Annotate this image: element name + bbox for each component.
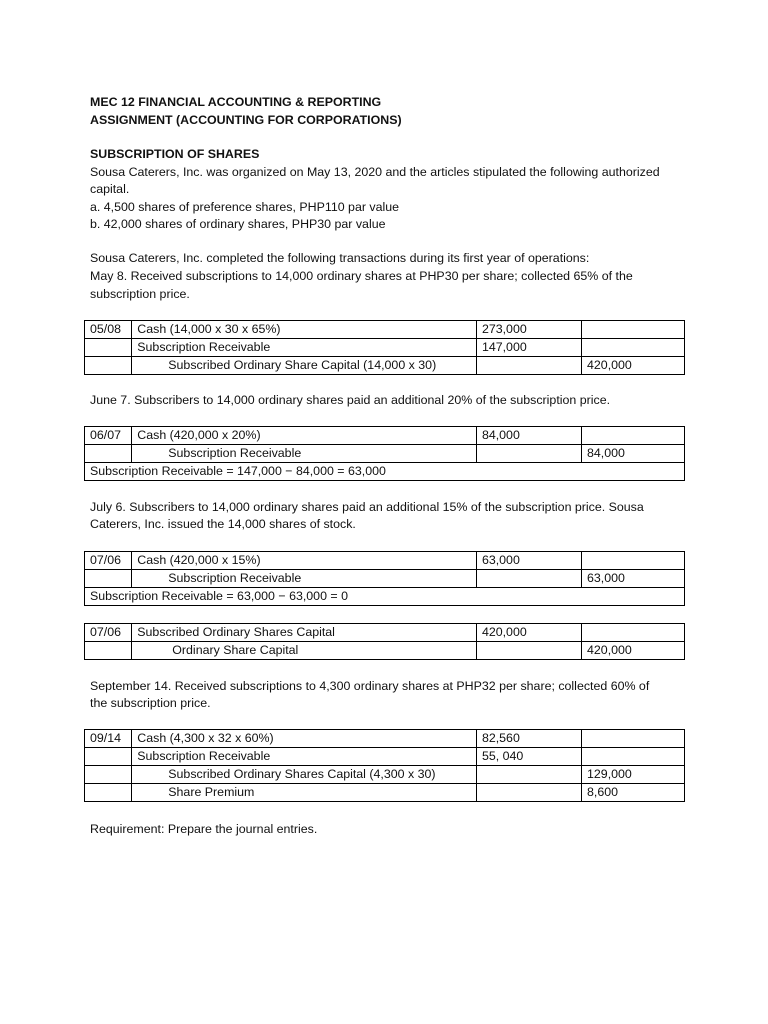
entry-date: 09/14 <box>85 730 132 748</box>
account-debit: Cash (420,000 x 20%) <box>132 427 477 445</box>
intro-line-2: capital. <box>90 182 130 196</box>
credit-amount: 84,000 <box>582 445 685 463</box>
table-row <box>85 730 685 748</box>
account-credit: Subscribed Ordinary Share Capital (14,000 x 30) <box>132 357 477 375</box>
credit-amount <box>582 339 685 357</box>
table-row <box>85 624 685 642</box>
debit-amount <box>476 357 581 375</box>
debit-amount: 273,000 <box>476 321 581 339</box>
account-credit: Share Premium <box>132 784 477 802</box>
entry-date: 05/08 <box>85 321 132 339</box>
receivable-note: Subscription Receivable = 147,000 − 84,000 = 63,000 <box>85 463 685 481</box>
entry-date <box>85 642 132 660</box>
requirement-text: Requirement: Prepare the journal entries. <box>90 822 318 836</box>
entry-date <box>85 784 132 802</box>
account-debit: Subscription Receivable <box>132 748 477 766</box>
may8-line-2: subscription price. <box>90 287 190 301</box>
table-row <box>85 642 685 660</box>
debit-amount: 147,000 <box>476 339 581 357</box>
table-row <box>85 552 685 570</box>
credit-amount: 8,600 <box>582 784 685 802</box>
entry-date: 07/06 <box>85 552 132 570</box>
journal-entry-table <box>84 729 685 802</box>
table-row <box>85 445 685 463</box>
table-row <box>85 321 685 339</box>
credit-amount: 129,000 <box>582 766 685 784</box>
debit-amount: 82,560 <box>476 730 581 748</box>
section-title: SUBSCRIPTION OF SHARES <box>90 147 260 161</box>
receivable-note: Subscription Receivable = 63,000 − 63,000 = 0 <box>85 588 685 606</box>
account-debit: Cash (14,000 x 30 x 65%) <box>132 321 477 339</box>
entry-date <box>85 748 132 766</box>
debit-amount <box>476 445 581 463</box>
credit-amount <box>582 624 685 642</box>
credit-amount <box>582 748 685 766</box>
authorized-item-a: a. 4,500 shares of preference shares, PHP110 par value <box>90 200 400 214</box>
credit-amount: 420,000 <box>582 642 685 660</box>
credit-amount <box>582 427 685 445</box>
debit-amount: 84,000 <box>476 427 581 445</box>
debit-amount <box>476 570 581 588</box>
table-row <box>85 463 685 481</box>
table-row <box>85 357 685 375</box>
entry-date <box>85 357 132 375</box>
entry-date <box>85 570 132 588</box>
may8-line-1: May 8. Received subscriptions to 14,000 ordinary shares at PHP30 per share; collected 65% of the <box>90 269 633 283</box>
assignment-title: ASSIGNMENT (ACCOUNTING FOR CORPORATIONS) <box>90 113 402 127</box>
debit-amount: 63,000 <box>476 552 581 570</box>
credit-amount <box>582 730 685 748</box>
credit-amount: 420,000 <box>582 357 685 375</box>
account-credit: Subscribed Ordinary Shares Capital (4,300 x 30) <box>132 766 477 784</box>
account-credit: Subscription Receivable <box>132 445 477 463</box>
table-row <box>85 588 685 606</box>
july6-line-1: July 6. Subscribers to 14,000 ordinary shares paid an additional 15% of the subscription price. Sousa <box>90 500 644 514</box>
entry-date <box>85 445 132 463</box>
account-credit: Subscription Receivable <box>132 570 477 588</box>
sep14-line-2: the subscription price. <box>90 696 211 710</box>
credit-amount <box>582 321 685 339</box>
june7-text: June 7. Subscribers to 14,000 ordinary shares paid an additional 20% of the subscription price. <box>90 393 611 407</box>
journal-entry-table <box>84 623 685 660</box>
debit-amount <box>476 766 581 784</box>
account-debit: Cash (4,300 x 32 x 60%) <box>132 730 477 748</box>
journal-entry-table <box>84 551 685 606</box>
account-credit: Ordinary Share Capital <box>132 642 477 660</box>
account-debit: Cash (420,000 x 15%) <box>132 552 477 570</box>
entry-date <box>85 766 132 784</box>
table-row <box>85 784 685 802</box>
debit-amount: 420,000 <box>476 624 581 642</box>
transactions-intro: Sousa Caterers, Inc. completed the following transactions during its first year of operations: <box>90 251 590 265</box>
table-row <box>85 748 685 766</box>
credit-amount: 63,000 <box>582 570 685 588</box>
debit-amount: 55, 040 <box>476 748 581 766</box>
entry-date: 07/06 <box>85 624 132 642</box>
journal-entry-table <box>84 426 685 481</box>
course-title: MEC 12 FINANCIAL ACCOUNTING & REPORTING <box>90 95 382 109</box>
credit-amount <box>582 552 685 570</box>
table-row <box>85 339 685 357</box>
entry-date: 06/07 <box>85 427 132 445</box>
intro-line-1: Sousa Caterers, Inc. was organized on May 13, 2020 and the articles stipulated the following authorized <box>90 165 660 179</box>
july6-line-2: Caterers, Inc. issued the 14,000 shares of stock. <box>90 517 356 531</box>
journal-entry-table <box>84 320 685 375</box>
table-row <box>85 570 685 588</box>
table-row <box>85 766 685 784</box>
account-debit: Subscribed Ordinary Shares Capital <box>132 624 477 642</box>
account-debit: Subscription Receivable <box>132 339 477 357</box>
debit-amount <box>476 784 581 802</box>
table-row <box>85 427 685 445</box>
sep14-line-1: September 14. Received subscriptions to 4,300 ordinary shares at PHP32 per share; collected 60% of <box>90 679 650 693</box>
entry-date <box>85 339 132 357</box>
debit-amount <box>476 642 581 660</box>
authorized-item-b: b. 42,000 shares of ordinary shares, PHP30 par value <box>90 217 386 231</box>
